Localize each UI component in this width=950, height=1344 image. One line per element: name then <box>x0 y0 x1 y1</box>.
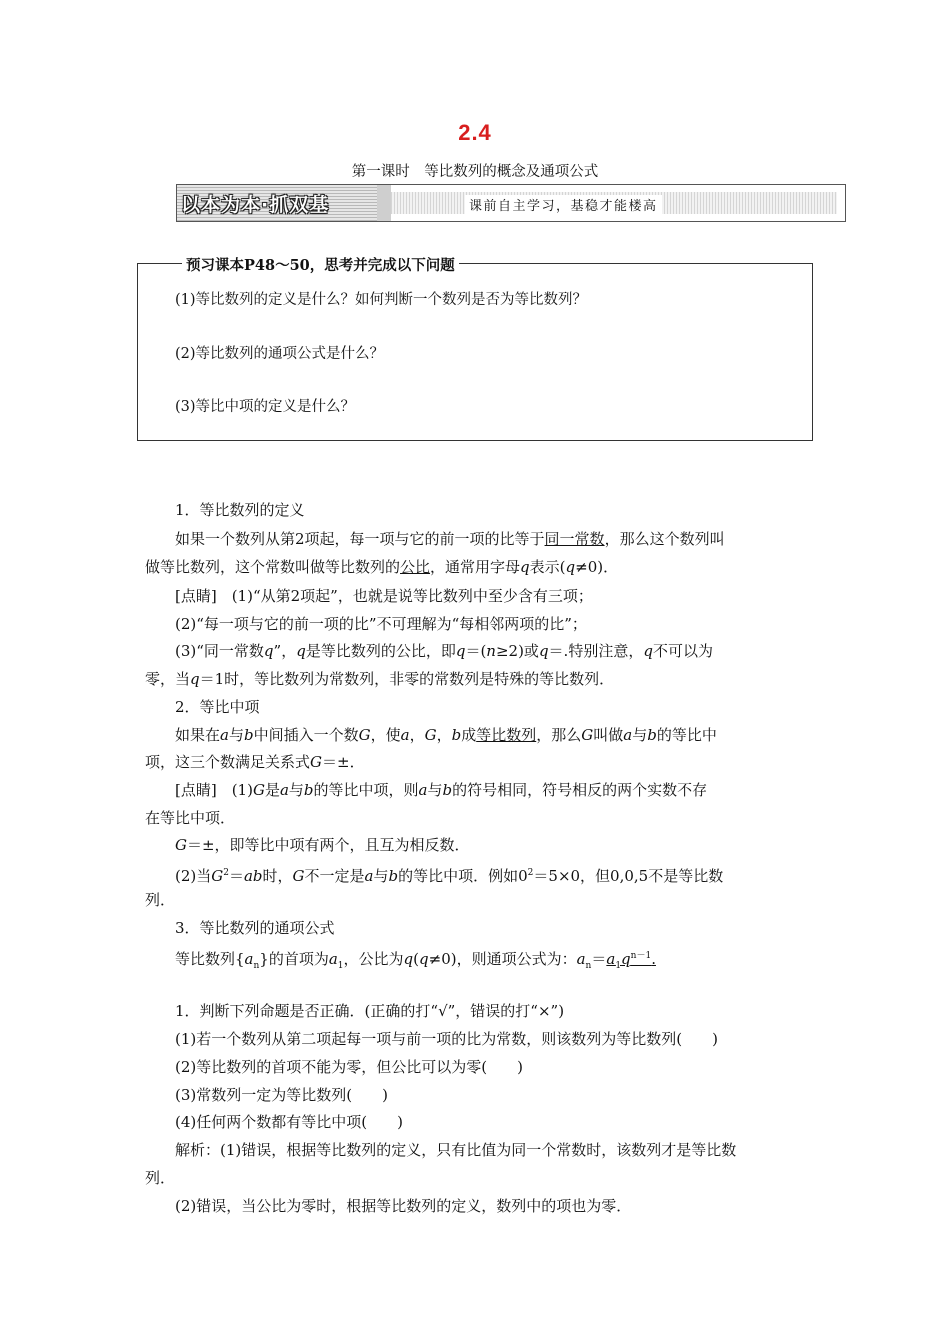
exercise-heading: 1．判断下列命题是否正确．(正确的打“√”，错误的打“×”) <box>175 1002 565 1020</box>
solution-line: (2)错误，当公比为零时，根据等比数列的定义，数列中的项也为零． <box>175 1197 632 1215</box>
banner-tag-text: 以本为本·抓双基 <box>181 194 330 216</box>
section-number: 2.4 <box>458 120 492 145</box>
solution-line: 解析：(1)错误，根据等比数列的定义，只有比值为同一个常数时，该数列才是等比数 <box>175 1141 737 1159</box>
paragraph-line: 等比数列$\{a_n\}$的首项为$a_1$，公比为q(q≠0)，则通项公式为：$a_n=a_1q^{n-1}$. <box>175 950 656 971</box>
exercise-item: (2)等比数列的首项不能为零，但公比可以为零( ) <box>175 1058 523 1076</box>
note-line: 零，当q＝1时，等比数列为常数列，非零的常数列是特殊的等比数列． <box>145 670 615 688</box>
blank-answer: $a_1q^{n-1}$. <box>606 950 656 971</box>
heading-general-term: 3．等比数列的通项公式 <box>175 919 335 937</box>
note-line: [点睛] (1)“从第2项起”，也就是说等比数列中至少含有三项； <box>175 587 593 605</box>
section-banner <box>176 184 846 222</box>
exercise-item: (3)常数列一定为等比数列( ) <box>175 1086 388 1104</box>
paragraph-line: 如果在a与b中间插入一个数G，使a，G，b成等比数列，那么G叫做a与b的等比中 <box>175 726 717 744</box>
preview-question: (3)等比中项的定义是什么？ <box>175 399 356 415</box>
exercise-item: (1)若一个数列从第二项起每一项与前一项的比为常数，则该数列为等比数列( ) <box>175 1030 718 1048</box>
note-line: 在等比中项． <box>145 809 236 827</box>
banner-tag <box>177 185 391 221</box>
note-line: (2)“每一项与它的前一项的比”不可理解为“每相邻两项的比”； <box>175 615 587 633</box>
note-line: (2)当$G^2=ab$时，G不一定是a与b的等比中项．例如$0^2=5\times 0$，但0,0,5不是等比数 <box>175 867 724 885</box>
exercise-item: (4)任何两个数都有等比中项( ) <box>175 1113 403 1131</box>
note-line: G＝±，即等比中项有两个，且互为相反数． <box>175 836 470 854</box>
lesson-title: 第一课时 等比数列的概念及通项公式 <box>351 164 599 180</box>
preview-question: (2)等比数列的通项公式是什么？ <box>175 346 385 362</box>
note-line: (3)“同一常数q”，q是等比数列的公比，即q＝(n≥2)或q＝.特别注意，q不可以为 <box>175 642 713 660</box>
preview-title: 预习课本P48～50，思考并完成以下问题 <box>182 254 459 275</box>
preview-question: (1)等比数列的定义是什么？如何判断一个数列是否为等比数列？ <box>175 292 588 308</box>
paragraph-line: 项，这三个数满足关系式G＝±． <box>145 753 365 771</box>
heading-definition: 1．等比数列的定义 <box>175 501 305 519</box>
paragraph-line: 如果一个数列从第2项起，每一项与它的前一项的比等于同一常数，那么这个数列叫 <box>175 530 725 548</box>
note-line: 列． <box>145 891 176 909</box>
paragraph-line: 做等比数列，这个常数叫做等比数列的公比，通常用字母q表示(q≠0)． <box>145 558 619 576</box>
blank-answer: 同一常数 <box>544 530 605 548</box>
blank-answer: 等比数列 <box>476 726 537 744</box>
blank-answer: 公比 <box>400 558 431 576</box>
solution-line: 列． <box>145 1169 176 1187</box>
heading-geometric-mean: 2．等比中项 <box>175 698 260 716</box>
note-line: [点睛] (1)G是a与b的等比中项，则a与b的符号相同，符号相反的两个实数不存 <box>175 781 708 799</box>
banner-subtitle: 课前自主学习，基稳才能楼高 <box>465 195 662 214</box>
